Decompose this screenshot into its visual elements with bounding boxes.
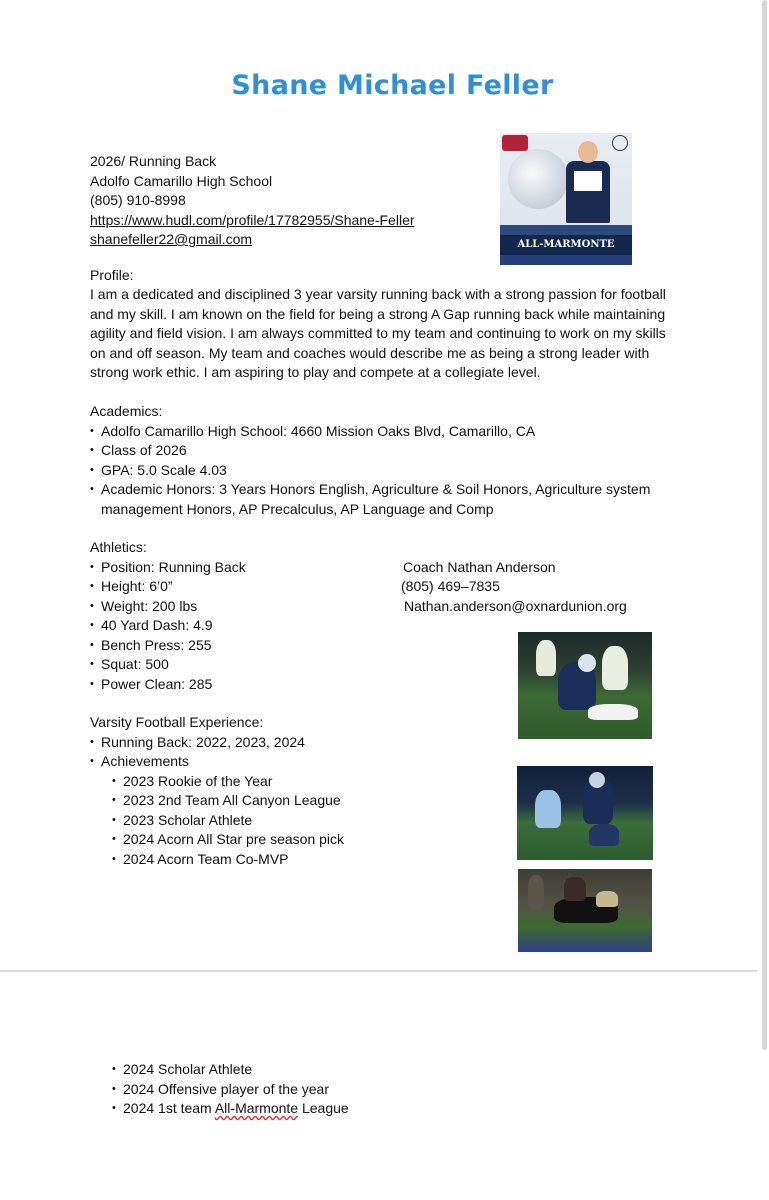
list-item: • Weight: 200 lbs [90, 597, 390, 617]
all-league-badge-image [500, 133, 632, 265]
badge-league-text: ALL-MARMONTE [500, 235, 632, 255]
hudl-link[interactable]: https://www.hudl.com/profile/17782955/Shane-Feller [90, 211, 415, 228]
game-action-photo [518, 632, 652, 739]
coach-email: Nathan.anderson@oxnardunion.org [404, 597, 627, 614]
helmet-graphic [508, 149, 568, 209]
academics-list [90, 422, 690, 520]
player-graphic [562, 141, 614, 223]
list-item: • Running Back: 2022, 2023, 2024 [90, 733, 390, 753]
athletics-heading: Athletics: [90, 539, 147, 555]
list-item: • 2023 Scholar Athlete [112, 811, 442, 831]
list-item: • 2023 2nd Team All Canyon League [112, 791, 442, 811]
achievements-list [112, 772, 442, 870]
list-item: • Position: Running Back [90, 558, 390, 578]
athletics-list [90, 558, 390, 695]
list-item-suffix: League [298, 1100, 349, 1116]
list-item: • 2024 Acorn All Star pre season pick [112, 830, 442, 850]
list-item: • Achievements [90, 752, 390, 772]
list-item: • Adolfo Camarillo High School: 4660 Mission Oaks Blvd, Camarillo, CA [90, 422, 690, 442]
list-item-prefix: 2024 1st team [123, 1100, 215, 1116]
misspelled-word: All-Marmonte [214, 1100, 299, 1116]
list-item: • Power Clean: 285 [90, 675, 390, 695]
academics-heading: Academics: [90, 403, 163, 419]
coach-phone: (805) 469–7835 [401, 578, 500, 594]
list-item: • 40 Yard Dash: 4.9 [90, 616, 390, 636]
list-item: • 2024 Offensive player of the year [112, 1080, 442, 1100]
running-play-photo [517, 766, 653, 860]
list-item: • 2023 Rookie of the Year [112, 772, 442, 792]
tackle-photo [518, 869, 652, 952]
page-break-divider [0, 970, 757, 972]
profile-heading: Profile: [90, 267, 134, 283]
school-line: Adolfo Camarillo High School [90, 172, 273, 189]
list-item: • Squat: 500 [90, 655, 390, 675]
grad-position-line: 2026/ Running Back [90, 153, 217, 169]
list-item: • Academic Honors: 3 Years Honors English, Agriculture & Soil Honors, Agriculture system management Honors, AP Precalculus, AP Language and Comp [90, 480, 690, 519]
profile-text: I am a dedicated and disciplined 3 year varsity running back with a strong passion for football and my skill. I am known on the field for being a strong A Gap running back while maintaining agility and field vision. I am always committed to my team and continuing to work on my skills on and off season. My team and coaches would describe me as being a strong leader with strong work ethic. I am aspiring to play and compete at a collegiate level. [90, 286, 666, 380]
mascot-logo [612, 135, 628, 151]
varsity-list [90, 733, 390, 772]
phone-line: (805) 910-8998 [90, 192, 186, 208]
list-item: • Class of 2026 [90, 441, 690, 461]
coach-name: Coach Nathan Anderson [403, 558, 556, 575]
vertical-scrollbar[interactable] [762, 0, 767, 1050]
list-item: • 2024 Acorn Team Co-MVP [112, 850, 442, 870]
list-item: • Height: 6’0” [90, 577, 390, 597]
varsity-heading: Varsity Football Experience: [90, 714, 264, 730]
page2-achievements-list [112, 1060, 442, 1119]
list-item: • 2024 Scholar Athlete [112, 1060, 442, 1080]
page-title: Shane Michael Feller [231, 70, 554, 101]
email-link[interactable]: shanefeller22@gmail.com [90, 231, 253, 247]
list-item [112, 1099, 442, 1119]
list-item: • Bench Press: 255 [90, 636, 390, 656]
marmonte-logo [502, 135, 528, 151]
list-item: • GPA: 5.0 Scale 4.03 [90, 461, 690, 481]
